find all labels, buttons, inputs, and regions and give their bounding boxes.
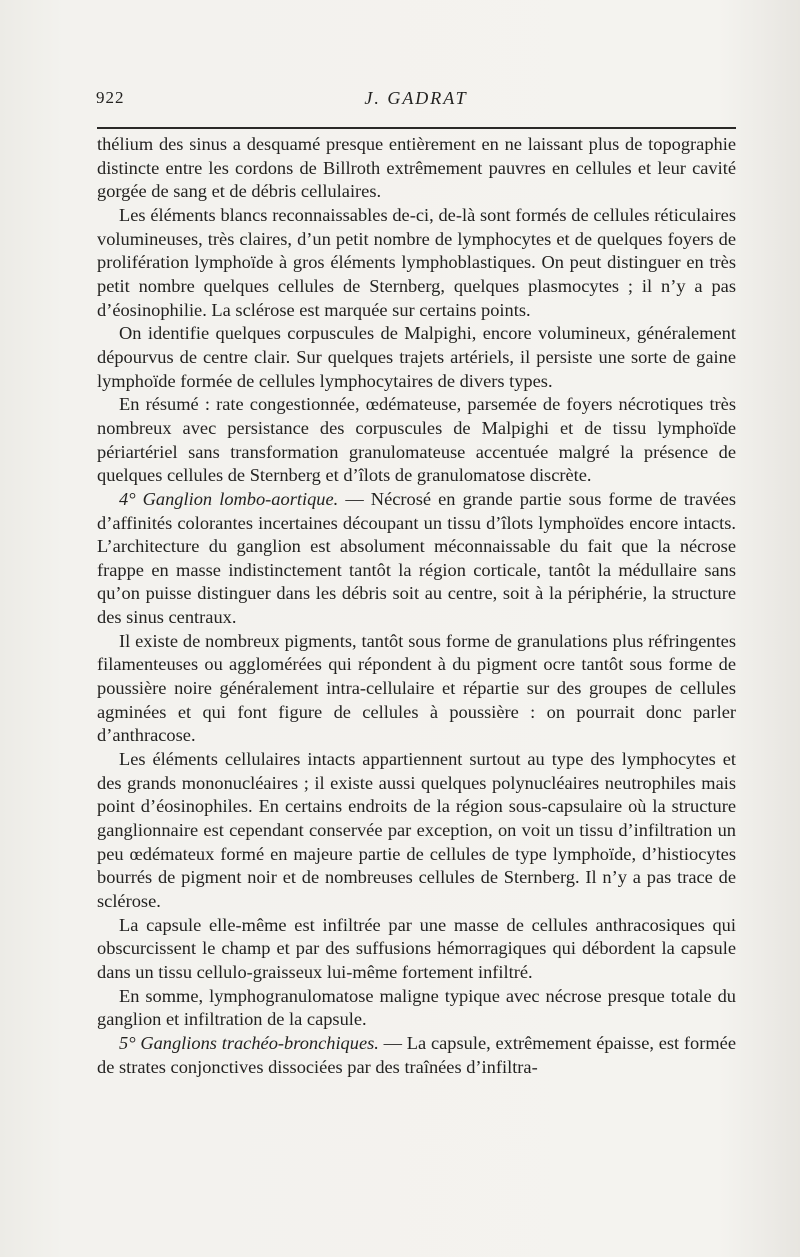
paragraph-text: — Nécrosé en grande partie sous forme de travées d’affinités colorantes incertaines découpant un tissu d’îlots lymphoïdes encore intacts. L’architecture du ganglion est absolument méconnaissable du fait que la nécrose frappe en masse indistinctement tantôt la région corticale, tantôt la médullaire sans qu’on puisse distinguer dans les débris soit au centre, soit à la périphérie, la structure des sinus centraux. (97, 488, 736, 628)
paragraph-section-4 (97, 488, 736, 630)
section-heading: 4° Ganglion lombo-aortique. (119, 488, 339, 509)
page-number: 922 (96, 88, 125, 107)
paragraph: La capsule elle-même est infiltrée par une masse de cellules anthracosiques qui obscurcissent le champ et par des suffusions hémorragiques qui débordent la capsule dans un tissu cellulo-graisseux lui-même fortement infiltré. (97, 914, 736, 982)
section-heading: 5° Ganglions trachéo-bronchiques. (119, 1032, 379, 1053)
paragraph: Les éléments blancs reconnaissables de-ci, de-là sont formés de cellules réticulaires volumineuses, très claires, d’un petit nombre de lymphocytes et de quelques foyers de prolifération lymphoïde à gros éléments lymphoblastiques. On peut distinguer en très petit nombre quelques cellules de Sternberg, quelques plasmocytes ; il n’y a pas d’éosinophilie. La sclérose est marquée sur certains points. (97, 204, 736, 320)
running-head: J. GADRAT (364, 88, 468, 108)
paragraph-section-5 (97, 1032, 736, 1079)
paragraph: Il existe de nombreux pigments, tantôt sous forme de granulations plus réfringentes filamenteuses ou agglomérées qui répondent à du pigment ocre tantôt sous forme de poussière noire généralement intra-cellulaire et répartie sur des groupes de cellules agminées et qui font figure de cellules à poussière : on pourrait donc parler d’anthracose. (97, 630, 736, 746)
paragraph: On identifie quelques corpuscules de Malpighi, encore volumineux, généralement dépourvus de centre clair. Sur quelques trajets artériels, il persiste une sorte de gaine lymphoïde formée de cellules lymphocytaires de divers types. (97, 323, 736, 391)
paragraph: En somme, lymphogranulomatose maligne typique avec nécrose presque totale du ganglion et infiltration de la capsule. (97, 985, 736, 1030)
header-rule (97, 127, 736, 129)
paragraph-text: — La capsule, extrêmement épaisse, est formée de strates conjonctives dissociées par des traînées d’infiltra- (97, 1032, 736, 1077)
page-header (96, 88, 736, 114)
paragraph: En résumé : rate congestionnée, œdémateuse, parsemée de foyers nécrotiques très nombreux avec persistance des corpuscules de Malpighi et de tissu lymphoïde périartériel sans transformation granulomateuse accentuée malgré la présence de quelques cellules de Sternberg et d’îlots de granulomatose discrète. (97, 394, 736, 486)
paragraph: Les éléments cellulaires intacts appartiennent surtout au type des lymphocytes et des grands mononucléaires ; il existe aussi quelques polynucléaires neutrophiles mais point d’éosinophiles. En certains endroits de la région sous-capsulaire où la structure ganglionnaire est cependant conservée par exception, on voit un tissu d’infiltration un peu œdémateux formé en majeure partie de cellules de type lymphoïde, d’histiocytes bourrés de pigment noir et de nombreuses cellules de Sternberg. Il n’y a pas trace de sclérose. (97, 749, 736, 911)
paragraph: thélium des sinus a desquamé presque entièrement en ne laissant plus de topographie distincte entre les cordons de Billroth extrêmement pauvres en cellules et leur cavité gorgée de sang et de débris cellulaires. (97, 134, 736, 202)
body-text (97, 133, 736, 1079)
